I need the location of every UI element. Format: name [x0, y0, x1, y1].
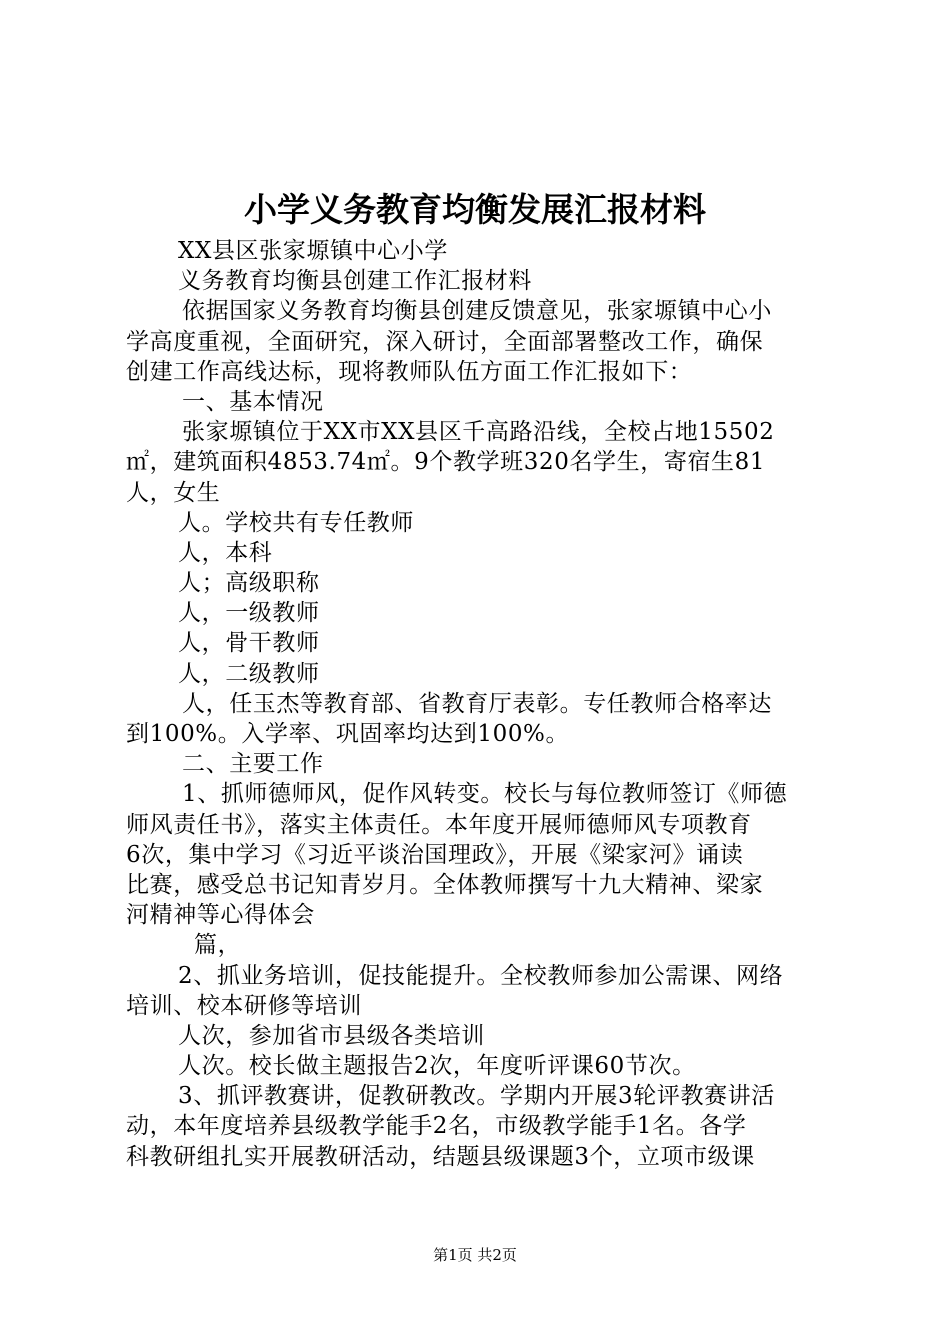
body-line: 人，女生	[126, 479, 221, 506]
body-line: 人；高级职称	[178, 570, 320, 597]
body-line: 一、基本情况	[182, 388, 324, 415]
body-line: 篇，	[194, 932, 242, 959]
document-title: 小学义务教育均衡发展汇报材料	[244, 190, 706, 229]
body-line: 比赛，感受总书记知青岁月。全体教师撰写十九大精神、梁家	[126, 871, 764, 898]
body-line: 1、抓师德师风，促作风转变。校长与每位教师签订《师德	[182, 781, 788, 808]
body-line: 到100%。入学率、巩固率均达到100%。	[126, 721, 570, 747]
body-line: ㎡，建筑面积4853.74㎡。9个教学班320名学生，寄宿生81	[126, 449, 766, 476]
body-line: 人次。校长做主题报告2次，年度听评课60节次。	[178, 1053, 696, 1080]
body-line: 3、抓评教赛讲，促教研教改。学期内开展3轮评教赛讲活	[178, 1083, 775, 1110]
body-line: 培训、校本研修等培训	[126, 992, 362, 1019]
body-line: 人，骨干教师	[178, 630, 320, 657]
page-footer: 第1页 共2页	[433, 1246, 517, 1264]
body-line: 二、主要工作	[182, 751, 324, 778]
body-line: 师风责任书》，落实主体责任。本年度开展师德师风专项教育	[126, 811, 752, 838]
body-line: 学高度重视，全面研究，深入研讨，全面部署整改工作，确保	[126, 328, 764, 355]
body-line: 科教研组扎实开展教研活动，结题县级课题3个，立项市级课	[126, 1143, 755, 1170]
body-line: 人，二级教师	[178, 660, 320, 687]
document-body	[126, 236, 831, 1172]
body-line: 人，一级教师	[178, 600, 320, 627]
body-line: 6次，集中学习《习近平谈治国理政》，开展《梁家河》诵读	[126, 841, 744, 868]
body-line: 2、抓业务培训，促技能提升。全校教师参加公需课、网络	[178, 962, 784, 989]
body-line: 人，任玉杰等教育部、省教育厅表彰。专任教师合格率达	[182, 690, 772, 717]
body-line: 人，本科	[178, 539, 273, 566]
body-line: 河精神等心得体会	[126, 902, 315, 929]
body-line: XX县区张家塬镇中心小学	[178, 238, 448, 264]
body-line: 创建工作高线达标，现将教师队伍方面工作汇报如下：	[126, 358, 693, 385]
body-line: 张家塬镇位于XX市XX县区千高路沿线，全校占地15502	[182, 419, 775, 446]
body-line: 依据国家义务教育均衡县创建反馈意见，张家塬镇中心小	[182, 298, 772, 325]
body-line: 动，本年度培养县级教学能手2名，市级教学能手1名。各学	[126, 1113, 747, 1140]
body-line: 人。学校共有专任教师	[178, 509, 414, 536]
body-line: 义务教育均衡县创建工作汇报材料	[178, 268, 532, 295]
body-line: 人次，参加省市县级各类培训	[178, 1022, 485, 1049]
